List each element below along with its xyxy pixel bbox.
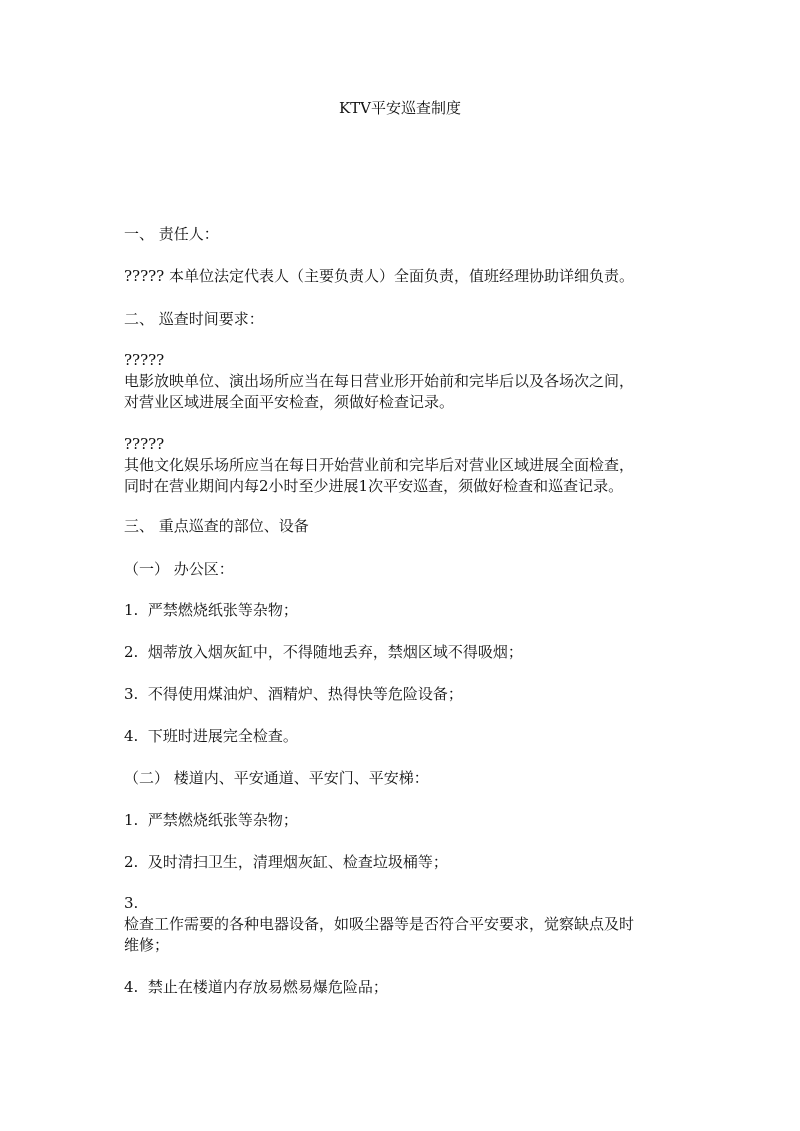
corridor-item-1: 1. 严禁燃烧纸张等杂物；	[124, 811, 298, 829]
time-paragraph-2	[124, 434, 694, 497]
office-item-3: 3. 不得使用煤油炉、酒精炉、热得快等危险设备；	[124, 685, 463, 703]
corridor-item-3-line1: 检查工作需要的各种电器设备，如吸尘器等是否符合平安要求，觉察缺点及时	[124, 915, 635, 933]
corridor-item-3	[124, 893, 694, 956]
corridor-item-2: 2. 及时清扫卫生，清理烟灰缸、检查垃圾桶等；	[124, 853, 448, 871]
corridor-item-4: 4. 禁止在楼道内存放易燃易爆危险品；	[124, 978, 388, 996]
section-heading-key-areas: 三、 重点巡查的部位、设备	[124, 517, 309, 535]
office-item-1: 1. 严禁燃烧纸张等杂物；	[124, 601, 298, 619]
time-paragraph-1-line2: 对营业区域进展全面平安检查，须做好检查记录。	[124, 393, 455, 411]
subsection-heading-office: （一） 办公区：	[124, 560, 234, 578]
time-paragraph-2-line1: 其他文化娱乐场所应当在每日开始营业前和完毕后对营业区域进展全面检查，	[124, 456, 635, 474]
section-body-responsible: ????? 本单位法定代表人（主要负责人）全面负责，值班经理协助详细负责。	[124, 267, 634, 285]
time-paragraph-1	[124, 350, 694, 413]
corridor-item-3-line2: 维修；	[124, 936, 170, 954]
subsection-heading-corridor: （二） 楼道内、平安通道、平安门、平安梯：	[124, 769, 429, 787]
section-heading-responsible: 一、 责任人：	[124, 225, 219, 243]
corridor-item-3-marker: 3.	[124, 894, 139, 912]
time-paragraph-2-line2: 同时在营业期间内每2小时至少进展1次平安巡查，须做好检查和巡查记录。	[124, 477, 624, 495]
office-item-4: 4. 下班时进展完全检查。	[124, 727, 298, 745]
time-paragraph-1-marker: ?????	[124, 351, 165, 369]
document-title: KTV平安巡查制度	[338, 99, 462, 117]
time-paragraph-1-line1: 电影放映单位、演出场所应当在每日营业形开始前和完毕后以及各场次之间，	[124, 372, 635, 390]
office-item-2: 2. 烟蒂放入烟灰缸中，不得随地丢弃，禁烟区域不得吸烟；	[124, 643, 523, 661]
section-heading-time: 二、 巡查时间要求：	[124, 310, 264, 328]
time-paragraph-2-marker: ?????	[124, 435, 165, 453]
